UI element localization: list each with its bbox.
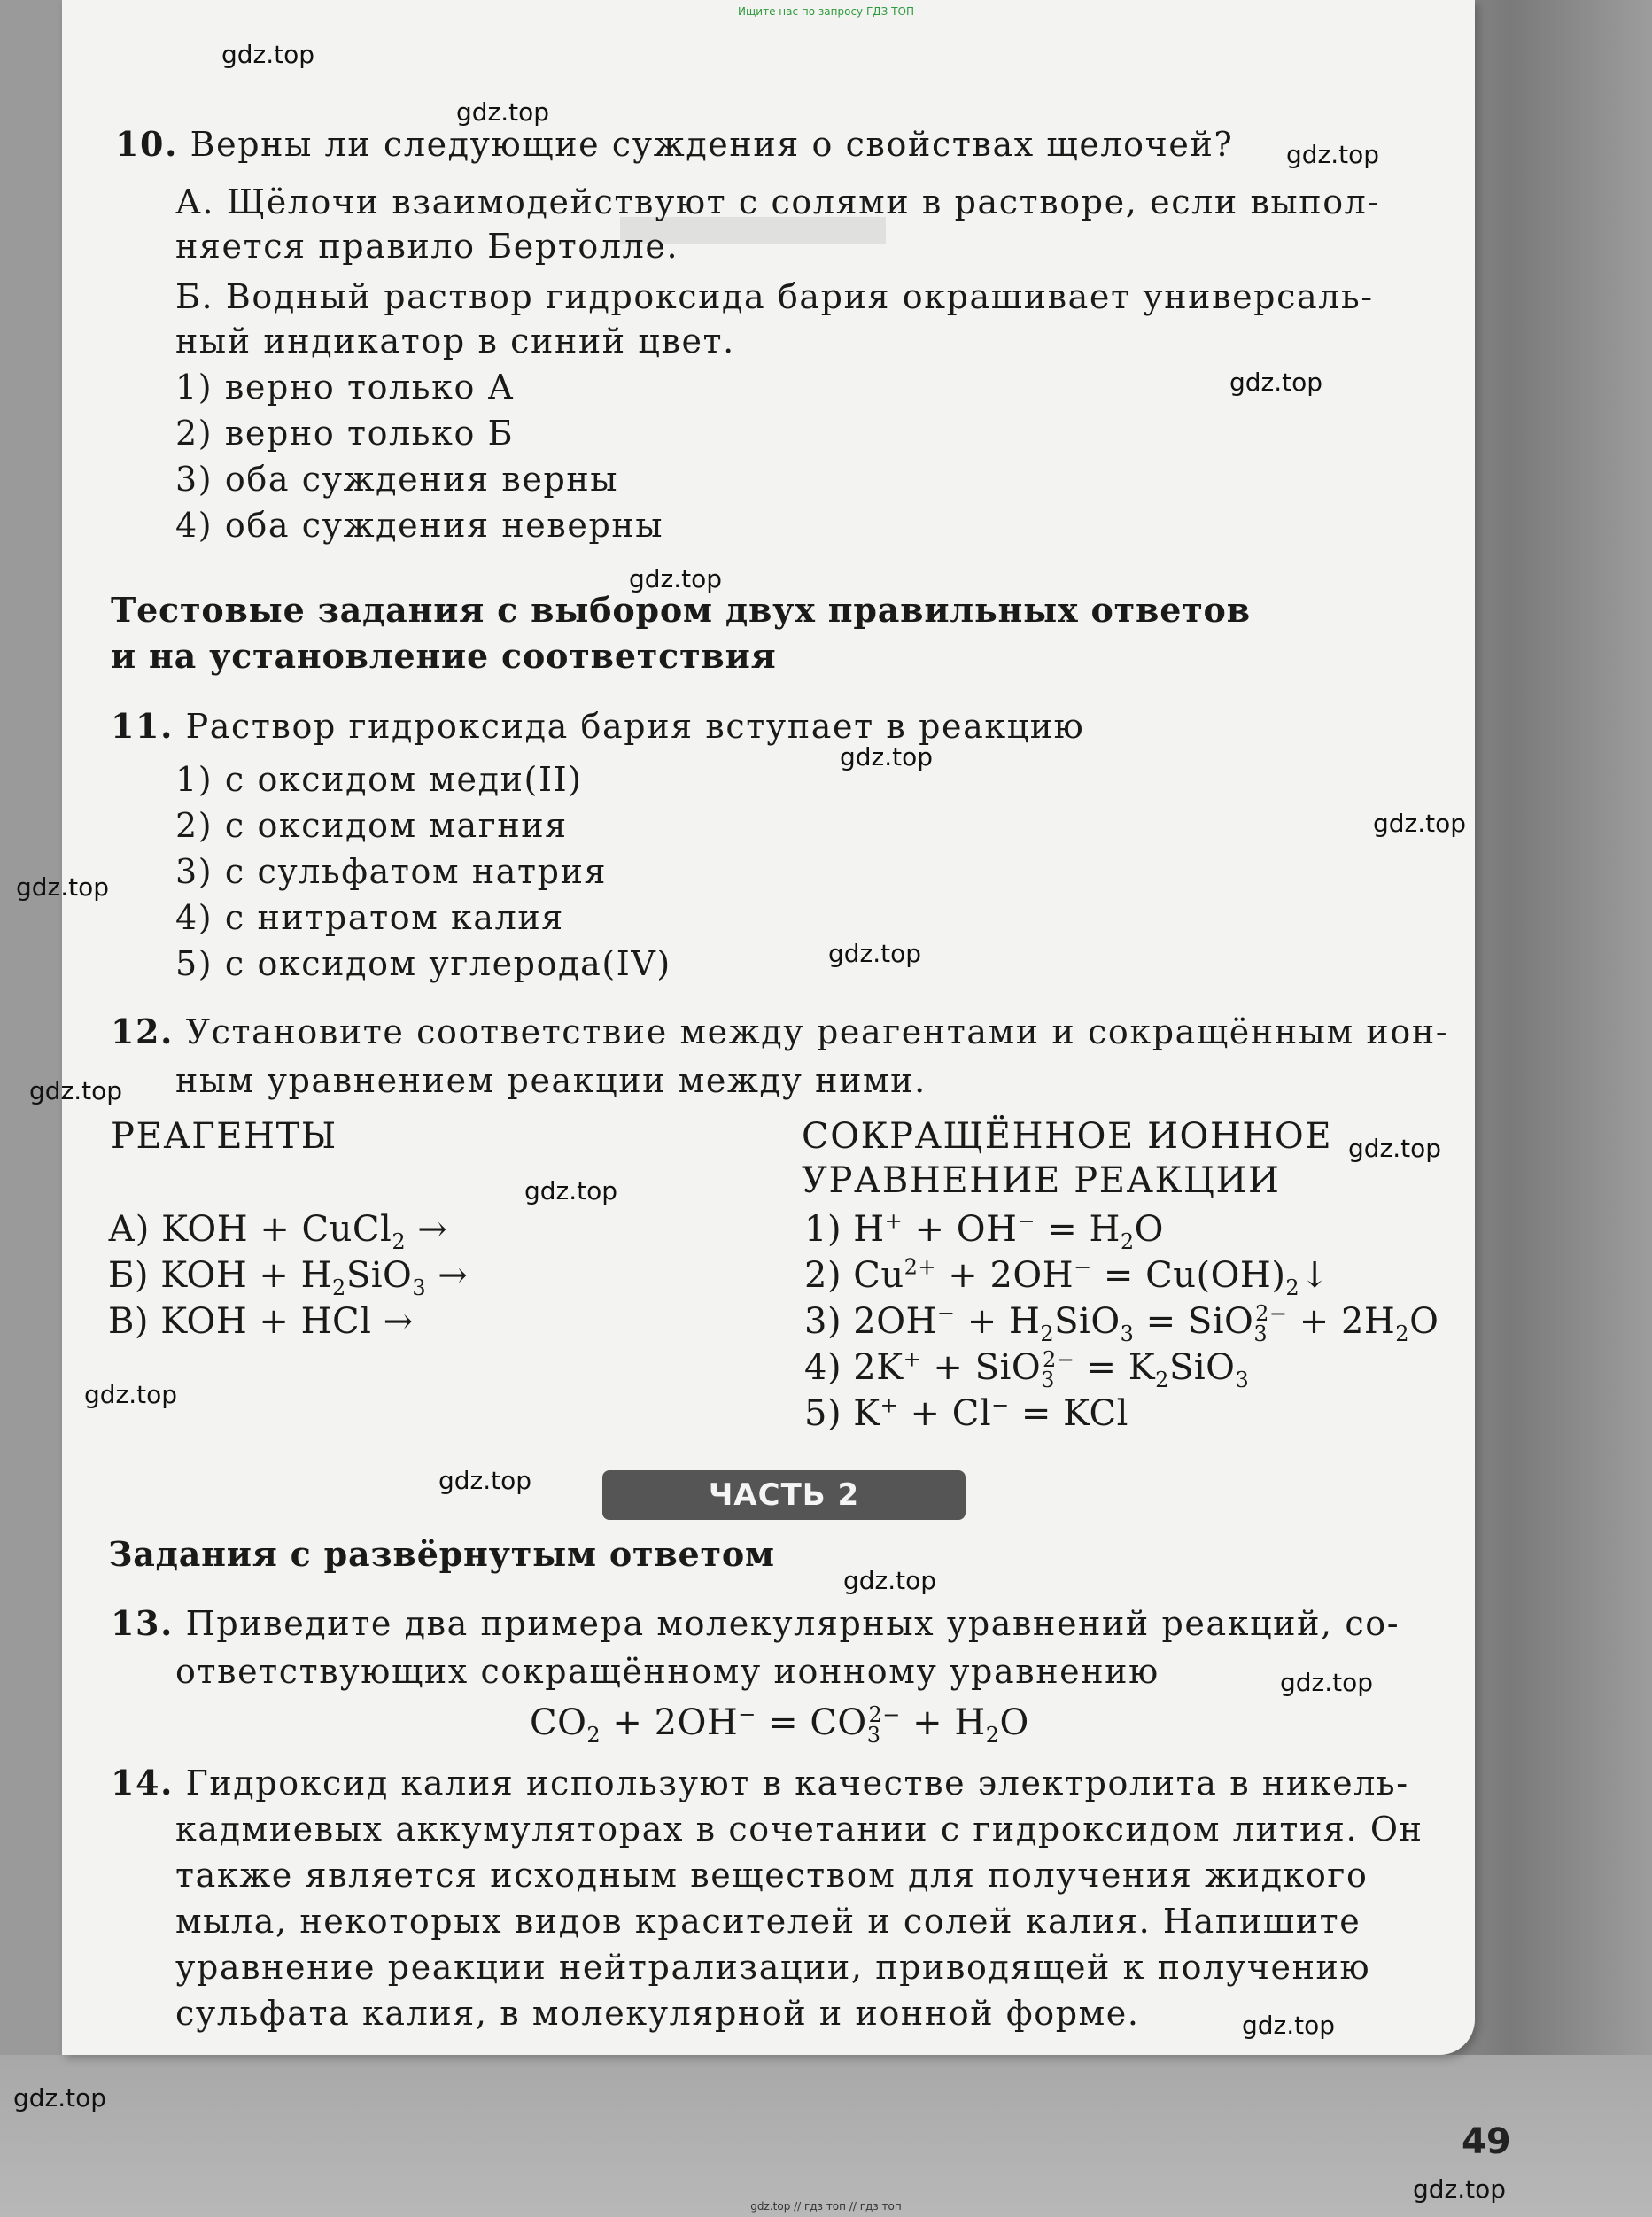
reagent-b-sub1: 2 — [332, 1275, 346, 1300]
eq-part: = CO — [756, 1702, 867, 1743]
q10-number: 10. — [115, 124, 178, 164]
q10-b-line1: Б. Водный раствор гидроксида бария окрашивает универсаль- — [175, 277, 1374, 316]
eq-part: + SiO — [921, 1347, 1042, 1388]
q12-number: 12. — [111, 1012, 174, 1051]
eq-part: + H — [955, 1301, 1041, 1342]
eq-sub: 2 — [985, 1723, 1000, 1748]
watermark: gdz.top — [1286, 140, 1380, 169]
q10-option: 4) оба суждения неверны — [175, 506, 664, 545]
reagent-b — [108, 1253, 468, 1298]
section-header-tests-line2: и на установление соответствия — [111, 636, 777, 676]
eq-part: + Cl — [898, 1393, 992, 1434]
eq-part: O — [999, 1702, 1029, 1743]
q10-line — [115, 122, 1233, 167]
ionic-eq-4 — [804, 1345, 1249, 1390]
q14-line: уравнение реакции нейтрализации, приводящей к получению — [175, 1948, 1371, 1987]
watermark: gdz.top — [438, 1466, 532, 1495]
eq-sup: 2− — [1042, 1346, 1075, 1372]
reagent-b-sub2: 3 — [412, 1275, 427, 1300]
reagent-c-text: В) KOH + HCl → — [108, 1301, 414, 1342]
q13-line1 — [111, 1601, 1400, 1646]
watermark: gdz.top — [16, 872, 110, 902]
reagent-a-arrow: → — [406, 1209, 448, 1250]
watermark: gdz.top — [843, 1566, 937, 1595]
q14-line: мыла, некоторых видов красителей и солей калия. Напишите — [175, 1902, 1361, 1941]
eq-part: = KCl — [1009, 1393, 1128, 1434]
ionic-eq-3 — [804, 1299, 1439, 1344]
top-note: Ищите нас по запросу ГДЗ ТОП — [738, 5, 914, 18]
eq-part: ↓ — [1299, 1255, 1330, 1296]
reagent-b-arrow: → — [426, 1255, 469, 1296]
eq-sub: 3 — [866, 1723, 881, 1748]
q13-text: Приведите два примера молекулярных уравнений реакций, со- — [185, 1604, 1400, 1643]
eq-part: + 2OH — [601, 1702, 739, 1743]
ionic-header-line2: УРАВНЕНИЕ РЕАКЦИИ — [802, 1160, 1281, 1201]
eq-part: = SiO — [1134, 1301, 1254, 1342]
eq-part: = Cu(OH) — [1091, 1255, 1286, 1296]
eq-part: O — [1134, 1209, 1164, 1250]
watermark: gdz.top — [29, 1076, 123, 1105]
q10-option: 2) верно только Б — [175, 414, 515, 453]
eq-part: O — [1409, 1301, 1439, 1342]
eq-part: = K — [1074, 1347, 1156, 1388]
eq-sub: 2 — [1040, 1322, 1055, 1346]
q11-number: 11. — [111, 706, 174, 746]
reagent-b-text: Б) KOH + H — [108, 1255, 333, 1296]
watermark: gdz.top — [13, 2083, 107, 2112]
ionic-header-line1: СОКРАЩЁННОЕ ИОННОЕ — [802, 1116, 1333, 1157]
watermark: gdz.top — [629, 564, 723, 593]
q12-line2: ным уравнением реакции между ними. — [175, 1061, 927, 1100]
ionic-eq-5 — [804, 1391, 1128, 1436]
q11-option: 5) с оксидом углерода(IV) — [175, 944, 671, 983]
watermark: gdz.top — [456, 97, 550, 127]
reagent-a-text: А) KOH + CuCl — [108, 1209, 392, 1250]
eq-sup: − — [1017, 1208, 1035, 1234]
watermark: gdz.top — [1280, 1668, 1374, 1697]
reagents-header: РЕАГЕНТЫ — [111, 1116, 337, 1157]
watermark: gdz.top — [221, 40, 315, 69]
eq-sub: 2 — [1120, 1229, 1135, 1254]
q14-text: Гидроксид калия используют в качестве электролита в никель- — [185, 1764, 1409, 1802]
eq-sub: 3 — [1041, 1368, 1055, 1392]
watermark: gdz.top — [1413, 2174, 1507, 2204]
eq-part: + 2OH — [936, 1255, 1074, 1296]
eq-part: 3) 2OH — [804, 1301, 937, 1342]
eq-sup: 2+ — [904, 1254, 937, 1280]
eq-sub: 2 — [1155, 1368, 1169, 1392]
ionic-eq-2 — [804, 1253, 1330, 1298]
page-number: 49 — [1462, 2121, 1511, 2162]
eq-sup: − — [1074, 1254, 1092, 1280]
q10-a-line1: А. Щёлочи взаимодействуют с солями в растворе, если выпол- — [175, 182, 1380, 221]
eq-part: = H — [1035, 1209, 1121, 1250]
q13-line2: ответствующих сокращённому ионному уравнению — [175, 1652, 1160, 1691]
q14-number: 14. — [111, 1763, 174, 1802]
q10-a-line2: няется правило Бертолле. — [175, 227, 679, 266]
q13-number: 13. — [111, 1603, 174, 1643]
reagent-c — [108, 1299, 414, 1344]
q14-line: сульфата калия, в молекулярной и ионной форме. — [175, 1994, 1140, 2033]
eq-part: SiO — [1054, 1301, 1121, 1342]
eq-sup: − — [991, 1392, 1010, 1418]
reagent-a-sub: 2 — [392, 1229, 407, 1254]
eq-sub: 3 — [1253, 1322, 1268, 1346]
q11-question: Раствор гидроксида бария вступает в реакцию — [185, 707, 1085, 746]
eq-sup: 2− — [1255, 1300, 1288, 1326]
q14-line: также является исходным веществом для получения жидкого — [175, 1856, 1369, 1895]
eq-sub: 2 — [586, 1723, 601, 1748]
watermark: gdz.top — [1229, 368, 1323, 397]
reagent-a — [108, 1207, 447, 1252]
watermark: gdz.top — [840, 742, 934, 771]
q11-option: 1) с оксидом меди(II) — [175, 760, 583, 799]
q11-option: 3) с сульфатом натрия — [175, 852, 608, 891]
eq-sup: 2− — [868, 1702, 901, 1727]
eq-sup: + — [880, 1392, 899, 1418]
eq-sub: 3 — [1235, 1368, 1250, 1392]
q10-option: 3) оба суждения верны — [175, 460, 619, 499]
q13-equation — [530, 1701, 1029, 1748]
eq-part: SiO — [1168, 1347, 1236, 1388]
eq-part: + OH — [903, 1209, 1018, 1250]
eq-sup: + — [884, 1208, 904, 1234]
section-header-extended: Задания с развёрнутым ответом — [108, 1534, 775, 1574]
watermark: gdz.top — [1242, 2011, 1336, 2040]
q12-line1 — [111, 1010, 1448, 1054]
q10-b-line2: ный индикатор в синий цвет. — [175, 322, 735, 360]
part-badge: ЧАСТЬ 2 — [602, 1470, 966, 1520]
watermark: gdz.top — [524, 1176, 618, 1205]
q10-option: 1) верно только А — [175, 368, 515, 407]
eq-part: + H — [900, 1702, 986, 1743]
eq-part: 1) H — [804, 1209, 885, 1250]
watermark: gdz.top — [84, 1380, 178, 1409]
eq-part: 2) Cu — [804, 1255, 904, 1296]
section-header-tests-line1: Тестовые задания с выбором двух правильных ответов — [111, 590, 1251, 630]
eq-part: 5) K — [804, 1393, 880, 1434]
eq-sub: 2 — [1395, 1322, 1410, 1346]
ionic-eq-1 — [804, 1207, 1164, 1252]
background-bottom — [0, 2055, 1652, 2217]
eq-part: 4) 2K — [804, 1347, 904, 1388]
eq-sup: − — [936, 1300, 956, 1326]
watermark: gdz.top — [1348, 1134, 1442, 1163]
q10-question: Верны ли следующие суждения о свойствах щелочей? — [190, 125, 1234, 164]
q14-line1 — [111, 1761, 1409, 1805]
q11-line — [111, 704, 1084, 748]
eq-sup: + — [903, 1346, 922, 1372]
eq-sub: 3 — [1120, 1322, 1135, 1346]
eq-sub: 2 — [1285, 1275, 1300, 1300]
q11-option: 4) с нитратом калия — [175, 898, 564, 937]
q11-option: 2) с оксидом магния — [175, 806, 568, 845]
q12-text: Установите соответствие между реагентами и сокращённым ион- — [185, 1012, 1449, 1051]
bottom-note: gdz.top // гдз топ // гдз топ — [750, 2200, 902, 2213]
eq-sup: − — [738, 1702, 756, 1727]
watermark: gdz.top — [828, 939, 922, 968]
watermark: gdz.top — [1373, 809, 1467, 838]
reagent-b-mid: SiO — [345, 1255, 413, 1296]
q14-line: кадмиевых аккумуляторах в сочетании с гидроксидом лития. Он — [175, 1810, 1423, 1849]
eq-part: + 2H — [1287, 1301, 1396, 1342]
eq-part: CO — [530, 1702, 587, 1743]
